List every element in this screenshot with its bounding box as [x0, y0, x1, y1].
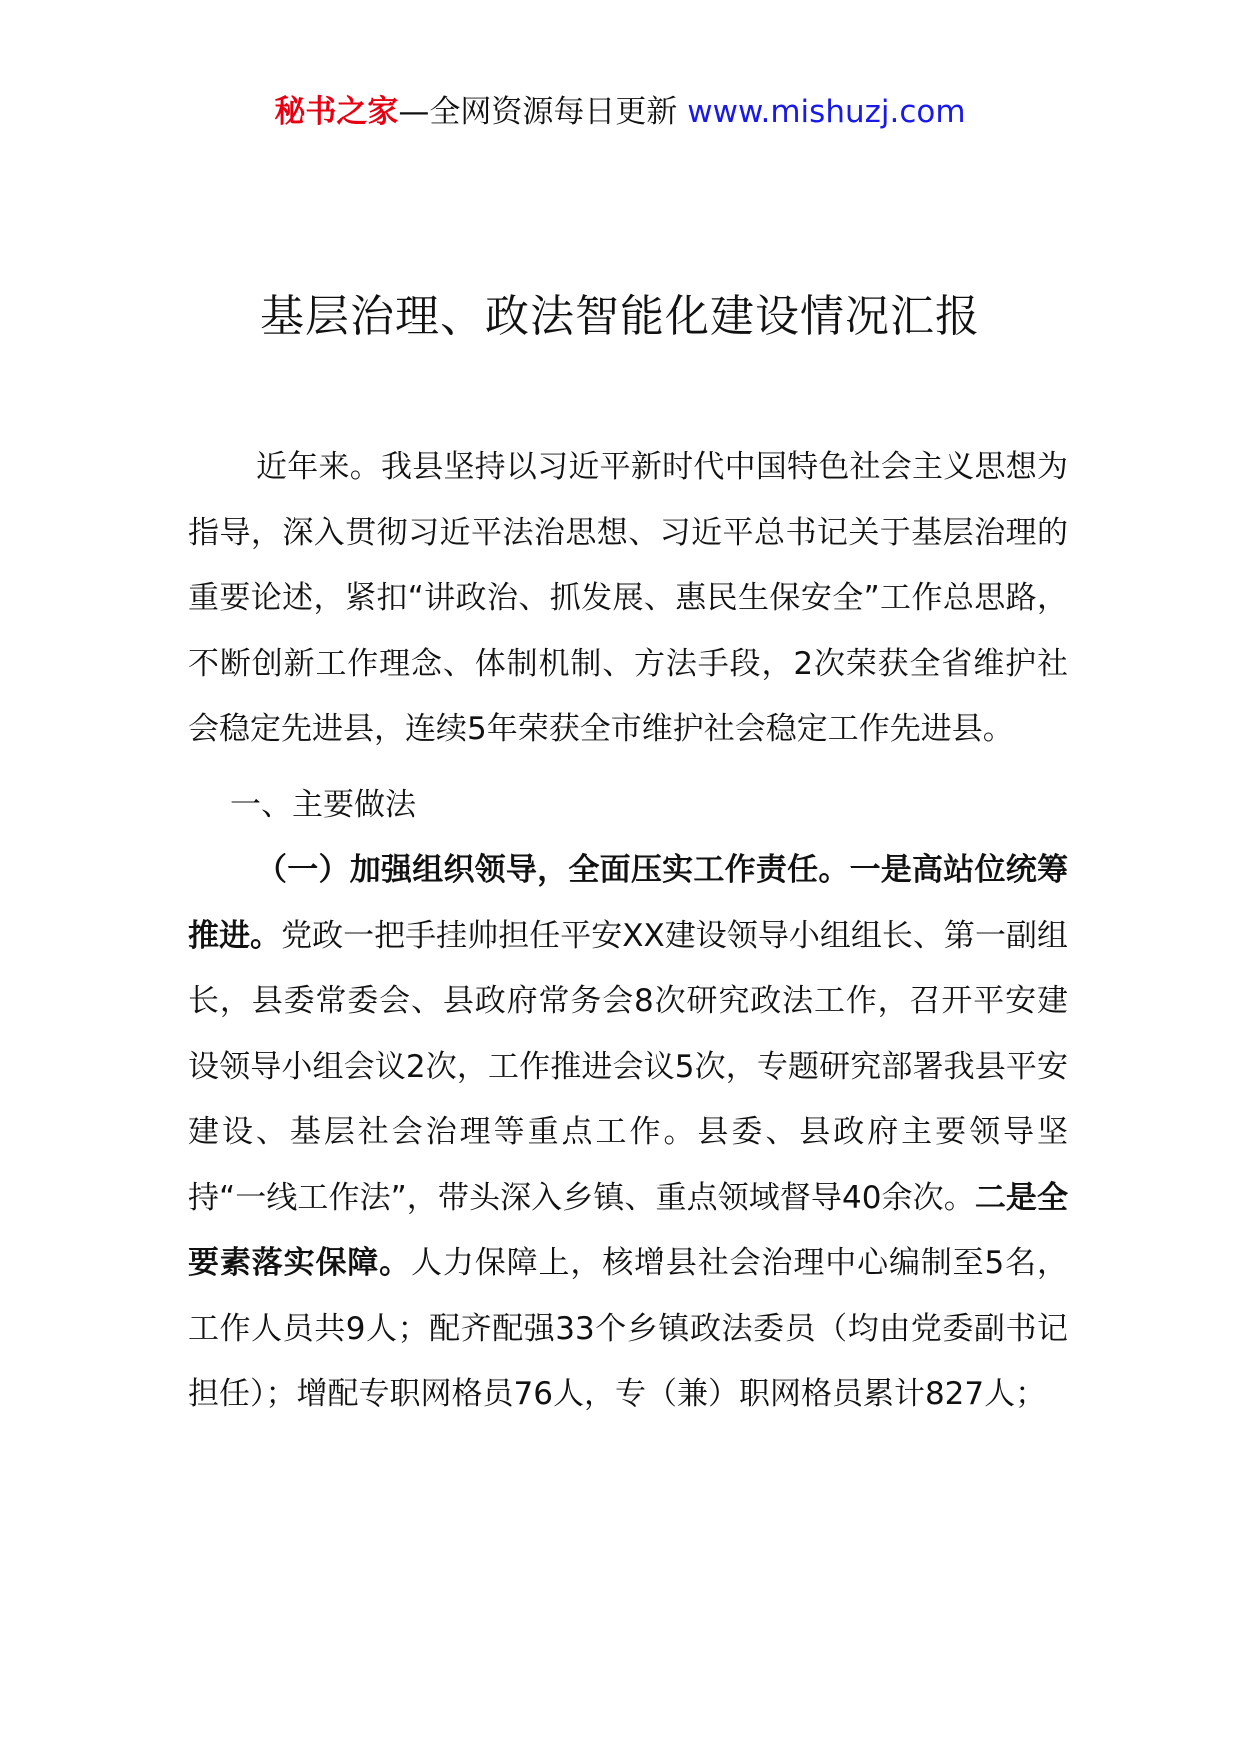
- point2-text: 人力保障上，核增县社会治理中心编制至5名，工作人员共9人；配齐配强33个乡镇政法委员（均由党委副书记担任）；增配专职网格员76人，专（兼）职网格员累计827人；: [188, 1245, 1068, 1412]
- banner-url-link[interactable]: www.mishuzj.com: [687, 94, 966, 130]
- banner-tagline: —全网资源每日更新: [398, 94, 688, 130]
- subsection-paragraph: [188, 838, 1068, 1428]
- brand-name: 秘书之家: [274, 94, 399, 130]
- document-body: [188, 435, 1068, 1428]
- subsection-heading: （一）加强组织领导，全面压实工作责任。: [256, 852, 850, 888]
- point2-title: 二是全要素落实保障。: [188, 1179, 1069, 1281]
- site-banner: [0, 92, 1240, 132]
- section-heading: 一、主要做法: [230, 786, 416, 823]
- document-title: 基层治理、政法智能化建设情况汇报: [260, 291, 980, 342]
- point1-text: 党政一把手挂帅担任平安XX建设领导小组组长、第一副组长，县委常委会、县政府常务会8次研究政法工作，召开平安建设领导小组会议2次，工作推进会议5次，专题研究部署我县平安建设、基层社会治理等重点工作。县委、县政府主要领导坚持“一线工作法”，带头深入乡镇、重点领域督导40余次。: [188, 917, 1068, 1216]
- intro-paragraph: 近年来。我县坚持以习近平新时代中国特色社会主义思想为指导，深入贯彻习近平法治思想、习近平总书记关于基层治理的重要论述，紧扣“讲政治、抓发展、惠民生保安全”工作总思路，不断创新工作理念、体制机制、方法手段，2次荣获全省维护社会稳定先进县，连续5年荣获全市维护社会稳定工作先进县。: [188, 449, 1068, 747]
- point1-title: 一是高站位统筹推进。: [188, 852, 1069, 954]
